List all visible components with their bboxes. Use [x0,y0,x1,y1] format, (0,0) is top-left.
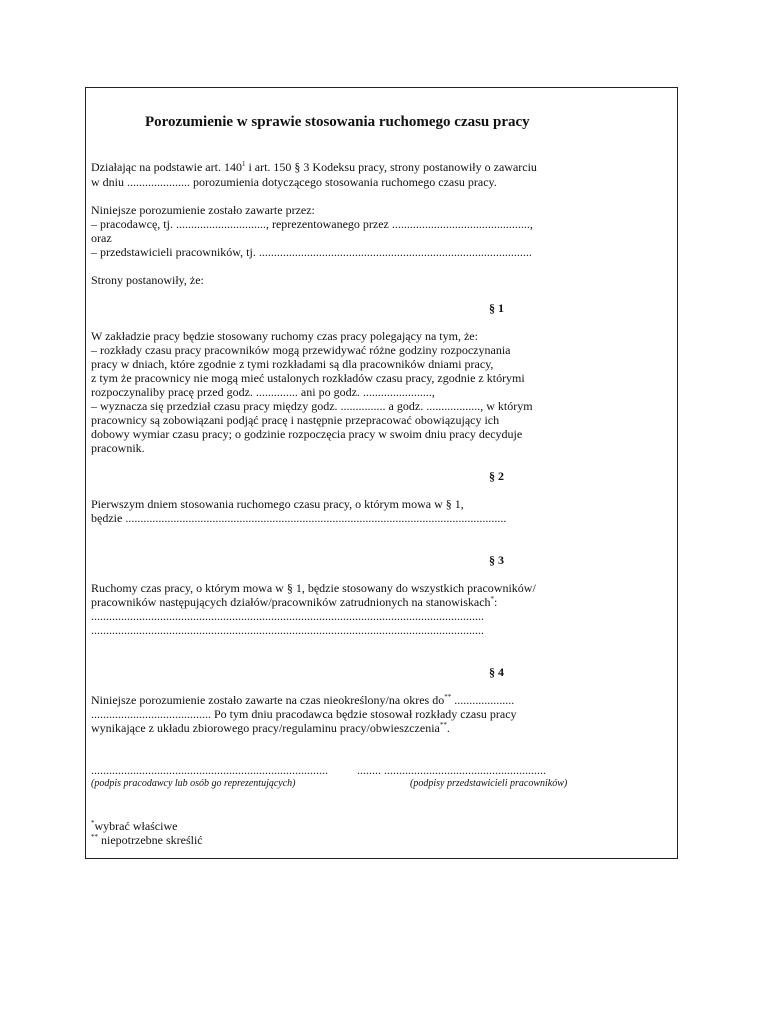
s1-line: pracownik. [91,441,145,455]
section-1-heading: § 1 [489,301,504,315]
employees-signature-line: ........ ...................................................... [357,763,546,777]
employer-signature-caption: (podpis pracodawcy lub osób go reprezentujących) [91,778,296,789]
s3-line-3: ................................................................................................................................... [91,609,484,623]
s1-line: pracy w dniach, które zgodnie z tymi rozkładami są dla pracowników dniami pracy, [91,357,494,371]
intro-line-2: w dniu ..................... porozumienia dotyczącego stosowania ruchomego czasu pracy. [91,175,497,189]
s3-line-2: pracowników następujących działów/pracowników zatrudnionych na stanowiskach*: [91,595,498,609]
s1-line: dobowy wymiar czasu pracy; o godzinie rozpoczęcia pracy w swoim dniu pracy decyduje [91,427,523,441]
s1-line: W zakładzie pracy będzie stosowany ruchomy czas pracy polegający na tym, że: [91,329,478,343]
s4-line-2: ........................................ Po tym dniu pracodawca będzie stosował rozkłady czasu pracy [91,707,517,721]
s4-line-1: Niniejsze porozumienie zostało zawarte na czas nieokreślony/na okres do** .................... [91,693,515,707]
parties-and: oraz [91,231,112,245]
s3-line-4: ................................................................................................................................... [91,623,484,637]
employees-signature-caption: (podpisy przedstawicieli pracowników) [410,778,568,789]
parties-employer: – pracodawcę, tj. .............................., reprezentowanego przez .............................................., [91,217,533,231]
footnote-1: *wybrać właściwe [91,819,178,833]
s1-line: – wyznacza się przedział czasu pracy między godz. ............... a godz. .................., w którym [91,399,533,413]
s4-line-3: wynikające z układu zbiorowego pracy/regulaminu pracy/obwieszczenia**. [91,721,450,735]
section-2-heading: § 2 [489,469,504,483]
section-4-heading: § 4 [489,665,504,679]
s1-line: – rozkłady czasu pracy pracowników mogą przewidywać różne godziny rozpoczynania [91,343,511,357]
s2-line-1: Pierwszym dniem stosowania ruchomego czasu pracy, o którym mowa w § 1, [91,497,464,511]
s1-line: rozpoczynaliby pracę przed godz. .............. ani po godz. ......................., [91,385,435,399]
parties-heading: Niniejsze porozumienie zostało zawarte przez: [91,203,315,217]
employer-signature-line: ............................................................................... [91,763,328,777]
intro-line-1: Działając na podstawie art. $140^1$ i art. 150 § 3 Kodeksu pracy, strony postanowiły o zawarciu [91,160,537,174]
document-title: Porozumienie w sprawie stosowania ruchomego czasu pracy [145,114,530,130]
section-3-heading: § 3 [489,553,504,567]
footnote-2: ** niepotrzebne skreślić [91,833,203,847]
agreed-line: Strony postanowiły, że: [91,273,204,287]
s1-line: pracownicy są zobowiązani podjąć pracę i następnie przepracować obowiązujący ich [91,413,500,427]
parties-representatives: – przedstawicieli pracowników, tj. ........................................................................................... [91,245,532,259]
s1-line: z tym że pracownicy nie mogą mieć ustalonych rozkładów czasu pracy, zgodnie z którymi [91,371,525,385]
s3-line-1: Ruchomy czas pracy, o którym mowa w § 1, będzie stosowany do wszystkich pracowników/ [91,581,536,595]
s2-line-2: będzie ............................................................................................................................... [91,511,507,525]
